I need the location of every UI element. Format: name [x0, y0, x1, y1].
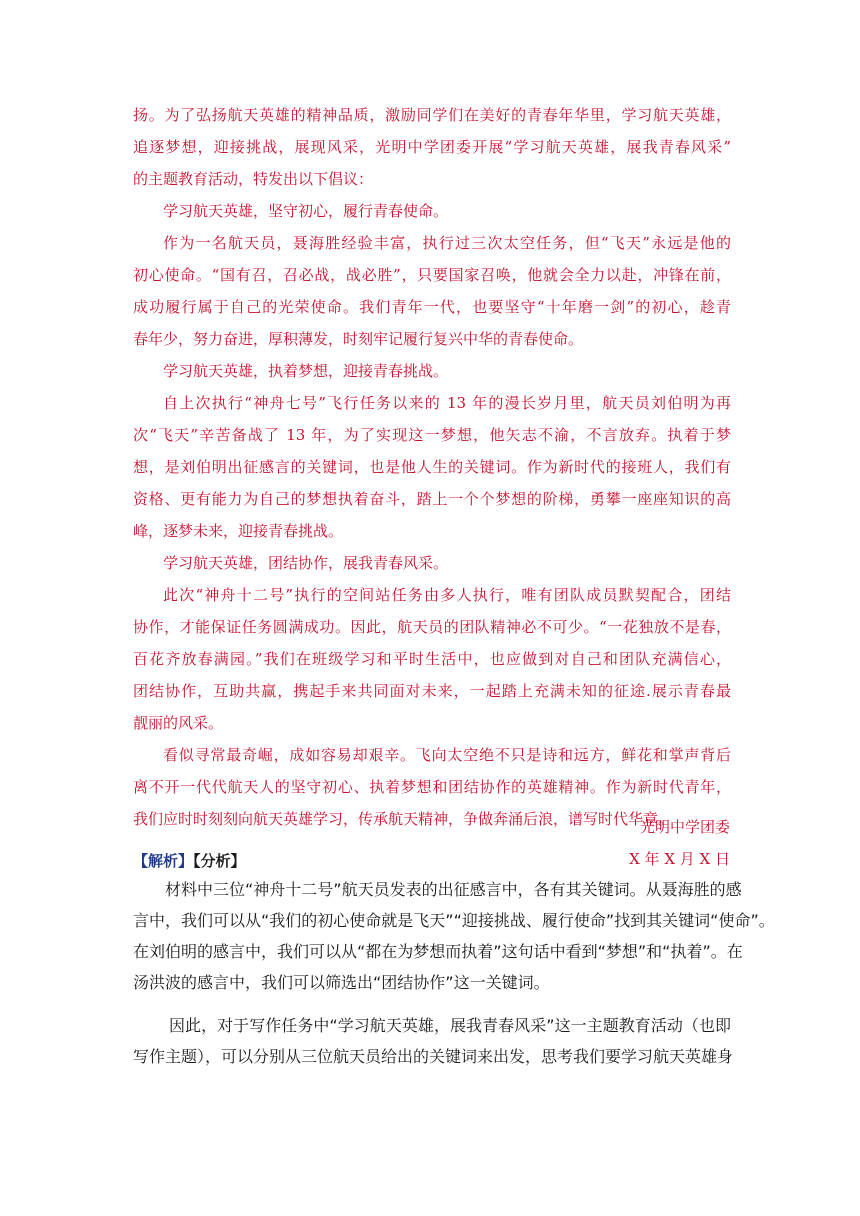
analysis-subtag: 【分析】 — [193, 852, 246, 870]
letter-line: 初心使命。“国有召，召必战，战必胜”，只要国家召唤，他就会全力以赴，冲锋在前， — [133, 266, 731, 284]
letter-line: 靓丽的风采。 — [133, 714, 224, 732]
analysis-line: 材料中三位“神舟十二号”航天员发表的出征感言中，各有其关键词。从聂海胜的感 — [165, 880, 742, 899]
letter-heading-3: 学习航天英雄，团结协作，展我青春风采。 — [163, 554, 449, 572]
letter-line: 春年少，努力奋进，厚积薄发，时刻牢记履行复兴中华的青春使命。 — [133, 330, 584, 348]
letter-line: 团结协作，互助共赢，携起手来共同面对未来，一起踏上充满未知的征途.展示青春最 — [133, 682, 731, 700]
letter-heading-2: 学习航天英雄，执着梦想，迎接青春挑战。 — [163, 362, 449, 380]
letter-line: 想，是刘伯明出征感言的关键词，也是他人生的关键词。作为新时代的接班人，我们有 — [133, 458, 731, 476]
letter-line: 自上次执行“神舟七号”飞行任务以来的 13 年的漫长岁月里，航天员刘伯明为再 — [163, 394, 731, 412]
letter-line: 成功履行属于自己的光荣使命。我们青年一代，也要坚守“十年磨一剑”的初心，趁青 — [133, 298, 731, 316]
letter-line: 的主题教育活动，特发出以下倡议： — [133, 170, 374, 188]
letter-line: 离不开一代代航天人的坚守初心、执着梦想和团结协作的英雄精神。作为新时代青年， — [133, 778, 731, 796]
analysis-section — [133, 848, 775, 1072]
proposal-letter — [133, 99, 731, 835]
analysis-line: 因此，对于写作任务中“学习航天英雄，展我青春风采”这一主题教育活动（也即 — [169, 1016, 731, 1035]
letter-line: 追逐梦想，迎接挑战，展现风采，光明中学团委开展“学习航天英雄，展我青春风采” — [133, 138, 731, 156]
analysis-line: 写作主题），可以分别从三位航天员给出的关键词来出发，思考我们要学习航天英雄身 — [133, 1047, 734, 1066]
letter-line: 次“飞天”辛苦备战了 13 年，为了实现这一梦想，他矢志不渝，不言放弃。执着于梦 — [133, 426, 731, 444]
letter-line: 作为一名航天员，聂海胜经验丰富，执行过三次太空任务，但“飞天”永远是他的 — [163, 234, 731, 252]
letter-line: 资格、更有能力为自己的梦想执着奋斗，踏上一个个梦想的阶梯，勇攀一座座知识的高 — [133, 490, 731, 508]
analysis-line: 言中，我们可以从“我们的初心使命就是飞天”“迎接挑战、履行使命”找到其关键词“使命”。 — [133, 911, 775, 930]
analysis-tag: 【解析】 — [133, 852, 194, 870]
letter-line: 我们应时时刻刻向航天英雄学习，传承航天精神，争做奔涌后浪，谱写时代华章。 — [133, 810, 674, 828]
letter-heading-1: 学习航天英雄，坚守初心，履行青春使命。 — [163, 202, 449, 220]
analysis-line: 在刘伯明的感言中，我们可以从“都在为梦想而执着”这句话中看到“梦想”和“执着”。在 — [133, 942, 743, 961]
letter-line: 百花齐放春满园。”我们在班级学习和平时生活中，也应做到对自己和团队充满信心， — [133, 650, 731, 668]
letter-date: X 年 X 月 X 日 — [629, 850, 730, 868]
letter-line: 协作，才能保证任务圆满成功。因此，航天员的团队精神必不可少。“一花独放不是春， — [133, 618, 731, 636]
letter-line: 此次“神舟十二号”执行的空间站任务由多人执行，唯有团队成员默契配合，团结 — [163, 586, 731, 604]
analysis-line: 汤洪波的感言中，我们可以筛选出“团结协作”这一关键词。 — [133, 973, 550, 992]
letter-line: 峰，逐梦未来，迎接青春挑战。 — [133, 522, 344, 540]
letter-signature: 光明中学团委 — [639, 818, 730, 836]
letter-line: 看似寻常最奇崛，成如容易却艰辛。飞向太空绝不只是诗和远方，鲜花和掌声背后 — [163, 746, 731, 764]
letter-line: 扬。为了弘扬航天英雄的精神品质，激励同学们在美好的青春年华里，学习航天英雄， — [133, 106, 731, 124]
analysis-header — [133, 848, 731, 874]
